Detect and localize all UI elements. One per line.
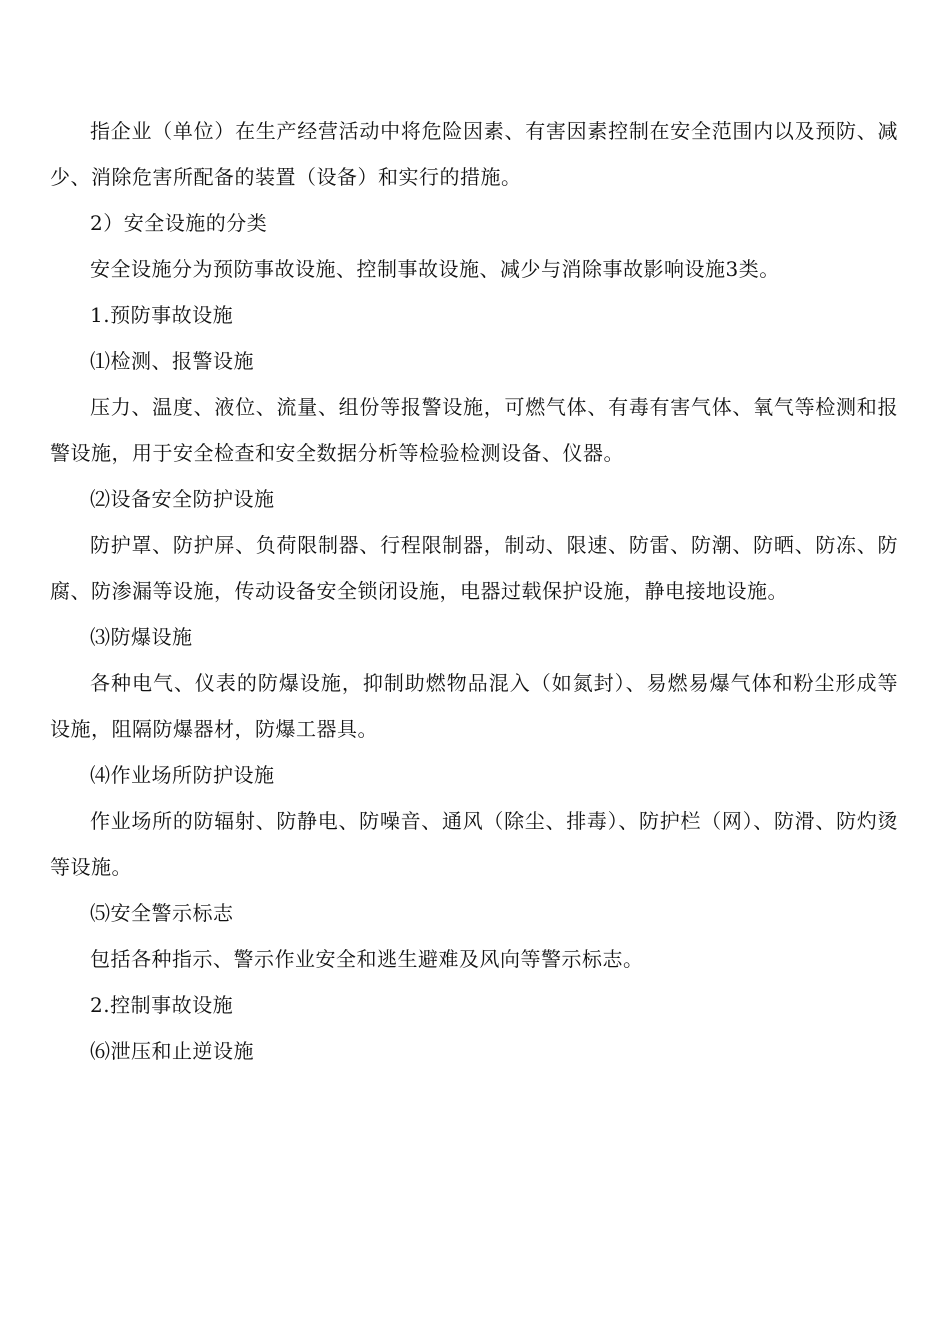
heading-pressure-relief: ⑹泄压和止逆设施 [90,1039,254,1063]
heading-explosion-proof: ⑶防爆设施 [90,625,193,649]
heading-detection-alarm: ⑴检测、报警设施 [90,349,254,373]
paragraph-workplace-protection: 作业场所的防辐射、防静电、防噪音、通风（除尘、排毒）、防护栏（网）、防滑、防灼烫等设施。 [50,809,898,879]
paragraph-equipment-protection: 防护罩、防护屏、负荷限制器、行程限制器，制动、限速、防雷、防潮、防晒、防冻、防腐、防渗漏等设施，传动设备安全锁闭设施，电器过载保护设施，静电接地设施。 [50,533,898,603]
heading-warning-signs: ⑸安全警示标志 [90,901,234,925]
heading-equipment-protection: ⑵设备安全防护设施 [90,487,275,511]
paragraph-safety-facility-definition: 指企业（单位）在生产经营活动中将危险因素、有害因素控制在安全范围内以及预防、减少、消除危害所配备的装置（设备）和实行的措施。 [50,119,898,189]
document-body [50,108,898,1074]
paragraph-detection-alarm: 压力、温度、液位、流量、组份等报警设施，可燃气体、有毒有害气体、氧气等检测和报警设施，用于安全检查和安全数据分析等检验检测设备、仪器。 [50,395,898,465]
heading-control-facilities: 2.控制事故设施 [90,993,234,1017]
heading-workplace-protection: ⑷作业场所防护设施 [90,763,275,787]
heading-prevention-facilities: 1.预防事故设施 [90,303,234,327]
paragraph-explosion-proof: 各种电气、仪表的防爆设施，抑制助燃物品混入（如氮封）、易燃易爆气体和粉尘形成等设施，阻隔防爆器材，防爆工器具。 [50,671,898,741]
paragraph-warning-signs: 包括各种指示、警示作业安全和逃生避难及风向等警示标志。 [90,947,644,971]
heading-classification: 2）安全设施的分类 [90,211,268,235]
paragraph-classification: 安全设施分为预防事故设施、控制事故设施、减少与消除事故影响设施3类。 [90,257,780,281]
